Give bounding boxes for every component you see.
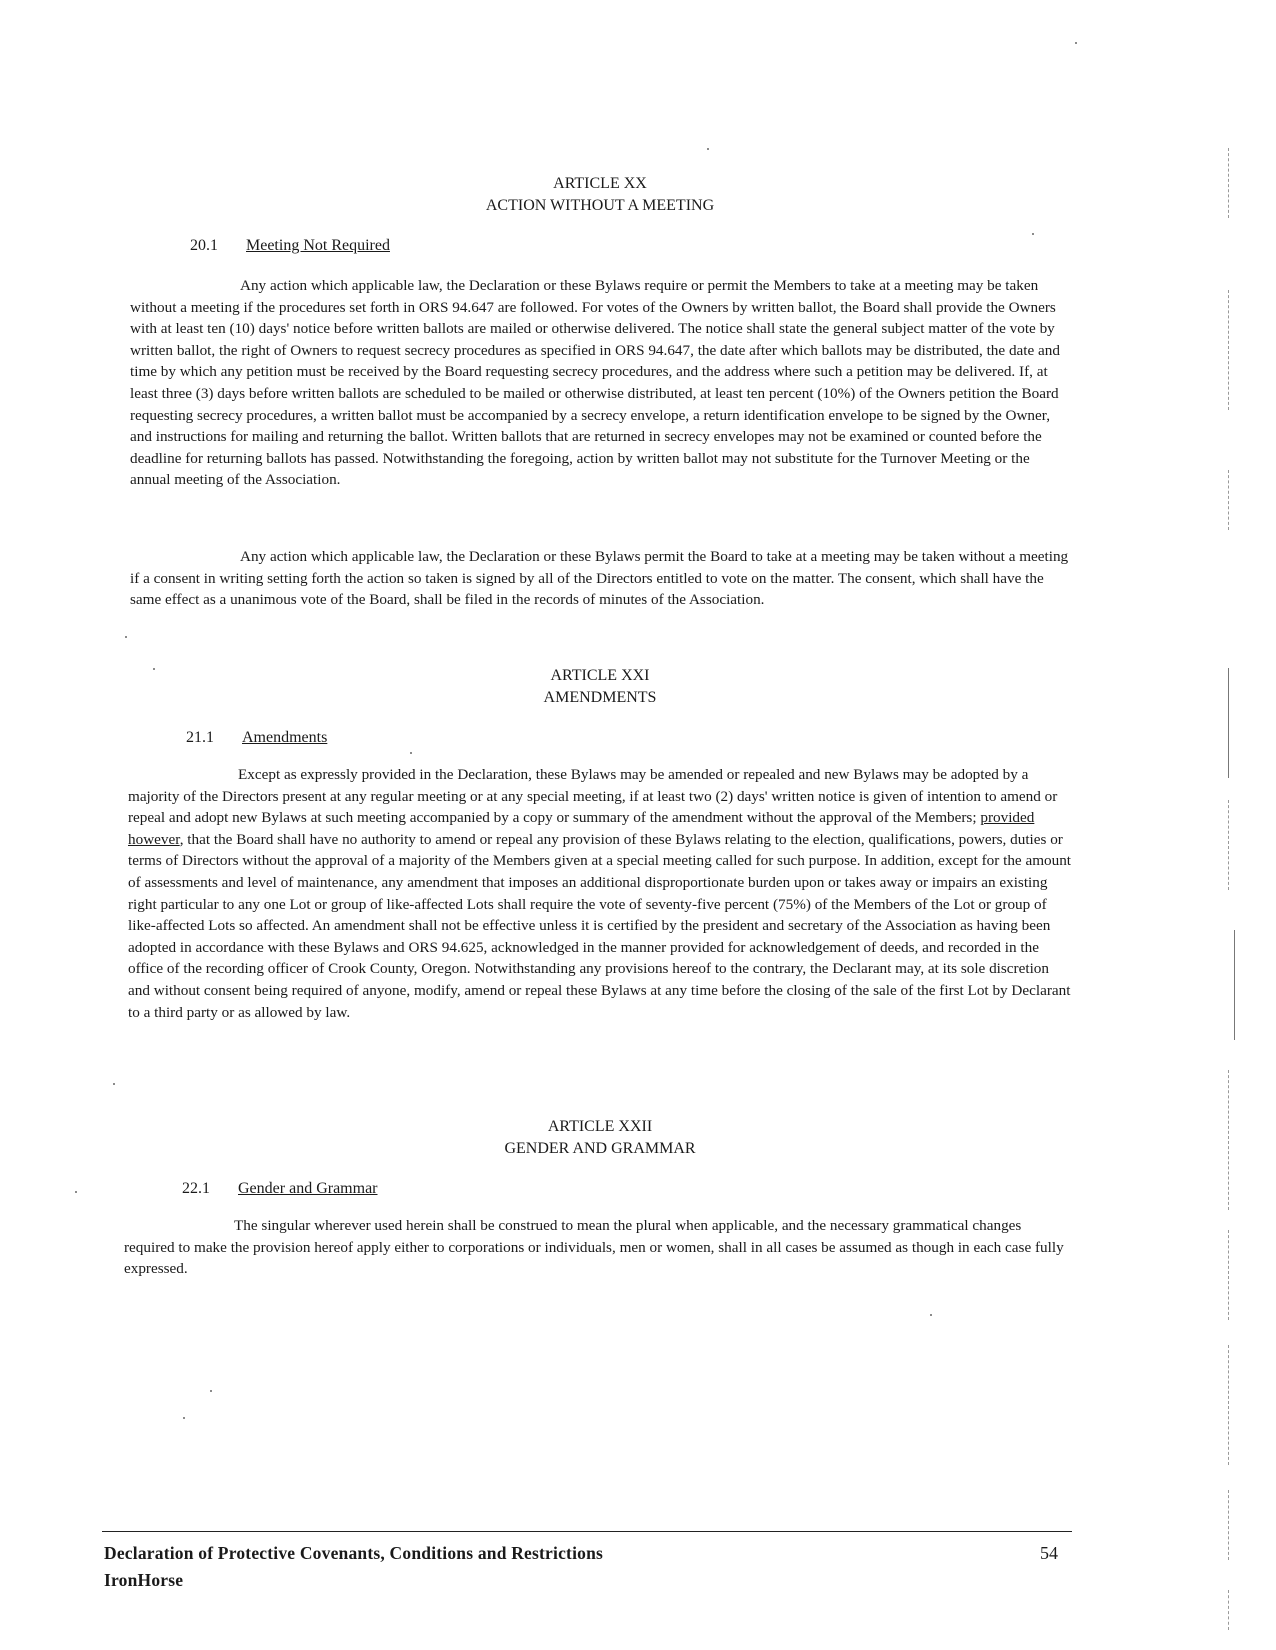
section-22-1-heading <box>182 1178 378 1200</box>
scan-edge-mark <box>1228 1345 1229 1465</box>
scan-speck <box>125 636 127 638</box>
scan-speck <box>113 1083 115 1085</box>
scan-edge-mark <box>1228 470 1229 530</box>
scan-speck <box>1075 42 1077 44</box>
article-title: AMENDMENTS <box>543 689 657 706</box>
scan-edge-mark <box>1228 1590 1229 1630</box>
footer-divider <box>102 1531 1072 1532</box>
section-number: 21.1 <box>186 729 214 746</box>
scan-speck <box>1032 233 1034 235</box>
article-xxii-heading <box>130 1116 1070 1160</box>
scan-edge-mark <box>1228 668 1229 778</box>
section-22-1-paragraph: The singular wherever used herein shall be construed to mean the plural when applicable, and the necessary grammatical changes required to make the provision hereof apply either to corporations or individuals, men or women, shall in all cases be assumed as though in each case fully expressed. <box>124 1217 1064 1278</box>
provided-emphasis: provided <box>980 809 1035 827</box>
scan-edge-mark <box>1228 148 1229 218</box>
section-title: Amendments <box>242 729 328 746</box>
page-number: 54 <box>1040 1543 1058 1563</box>
scan-edge-mark <box>1228 290 1229 410</box>
article-number: ARTICLE XXI <box>550 667 650 684</box>
section-20-1-paragraph-2: Any action which applicable law, the Declaration or these Bylaws permit the Board to take at a meeting may be taken without a meeting if a consent in writing setting forth the action so taken is signed by all of the Directors entitled to vote on the matter. The consent, which shall have the same effect as a unanimous vote of the Board, shall be filed in the records of minutes of the Association. <box>130 548 1069 609</box>
article-xxi-heading <box>130 665 1070 709</box>
scan-edge-mark <box>1234 930 1235 1040</box>
however-emphasis: however <box>128 830 180 848</box>
amendment-text-start: Except as expressly provided in the Declaration, these Bylaws may be amended or repealed and new Bylaws may be adopted by a majority of the Directors present at any regular meeting or at any special meeting, if at least two (2) days' written notice is given of intention to amend or repeal and adopt new Bylaws at such meeting accompanied by a copy or summary of the amendment without the approval of the Members; <box>128 766 1058 827</box>
scan-speck <box>410 752 412 754</box>
article-title: ACTION WITHOUT A MEETING <box>485 197 715 214</box>
section-21-1-paragraph <box>128 764 1072 1023</box>
footer-title-line-2: IronHorse <box>104 1570 184 1590</box>
scan-speck <box>183 1417 185 1419</box>
scan-edge-mark <box>1228 1070 1229 1210</box>
footer-title-line-1: Declaration of Protective Covenants, Conditions and Restrictions <box>104 1543 604 1563</box>
section-21-1-heading <box>186 727 327 749</box>
article-number: ARTICLE XX <box>553 175 647 192</box>
scan-speck <box>153 668 155 670</box>
section-number: 20.1 <box>190 237 218 254</box>
scan-speck <box>707 148 709 150</box>
scan-speck <box>210 1390 212 1392</box>
scan-edge-mark <box>1228 1490 1229 1560</box>
scan-speck <box>75 1191 77 1193</box>
section-20-1-paragraph-1: Any action which applicable law, the Declaration or these Bylaws require or permit the Members to take at a meeting may be taken without a meeting if the procedures set forth in ORS 94.647 are followed. For votes of the Owners by written ballot, the Board shall provide the Owners with at least ten (10) days' notice before written ballots are mailed or otherwise delivered. The notice shall state the general subject matter of the vote by written ballot, the right of Owners to request secrecy procedures as specified in ORS 94.647, the date after which ballots may be distributed, the date and time by which any petition must be received by the Board requesting secrecy procedures, and the address where such a petition may be delivered. If, at least three (3) days before written ballots are scheduled to be mailed or otherwise distributed, at least ten percent (10%) of the Owners petition the Board requesting secrecy procedures, a written ballot must be accompanied by a secrecy envelope, a return identification envelope to be signed by the Owner, and instructions for mailing and returning the ballot. Written ballots that are returned in secrecy envelopes may not be examined or counted before the deadline for returning ballots has passed. Notwithstanding the foregoing, action by written ballot may not substitute for the Turnover Meeting or the annual meeting of the Association. <box>130 277 1060 489</box>
scan-speck <box>930 1314 932 1316</box>
section-20-1-heading <box>190 235 390 257</box>
section-number: 22.1 <box>182 1180 210 1197</box>
scan-edge-mark <box>1228 1230 1229 1320</box>
article-number: ARTICLE XXII <box>547 1118 653 1135</box>
article-title: GENDER AND GRAMMAR <box>504 1140 696 1157</box>
article-xx-heading <box>130 173 1070 217</box>
scan-edge-mark <box>1228 800 1229 890</box>
footer-document-title <box>104 1540 603 1594</box>
section-title: Gender and Grammar <box>238 1180 378 1197</box>
amendment-text-rest: , that the Board shall have no authority to amend or repeal any provision of these Bylaws relating to the election, qualifications, powers, duties or terms of Directors without the approval of a majority of the Members given at a special meeting called for such purpose. In addition, except for the amount of assessments and level of maintenance, any amendment that imposes an additional disproportionate burden upon or takes away or impairs an existing right particular to any one Lot or group of like-affected Lots shall require the vote of seventy-five percent (75%) of the Members of the Lot or group of like-affected Lots so affected. An amendment shall not be effective unless it is certified by the president and secretary of the Association as having been adopted in accordance with these Bylaws and ORS 94.625, acknowledged in the manner provided for acknowledgement of deeds, and recorded in the office of the recording officer of Crook County, Oregon. Notwithstanding any provisions hereof to the contrary, the Declarant may, at its sole discretion and without consent being required of anyone, modify, amend or repeal these Bylaws at any time before the closing of the sale of the first Lot by Declarant to a third party or as allowed by law. <box>128 830 1072 1021</box>
section-title: Meeting Not Required <box>246 237 390 254</box>
